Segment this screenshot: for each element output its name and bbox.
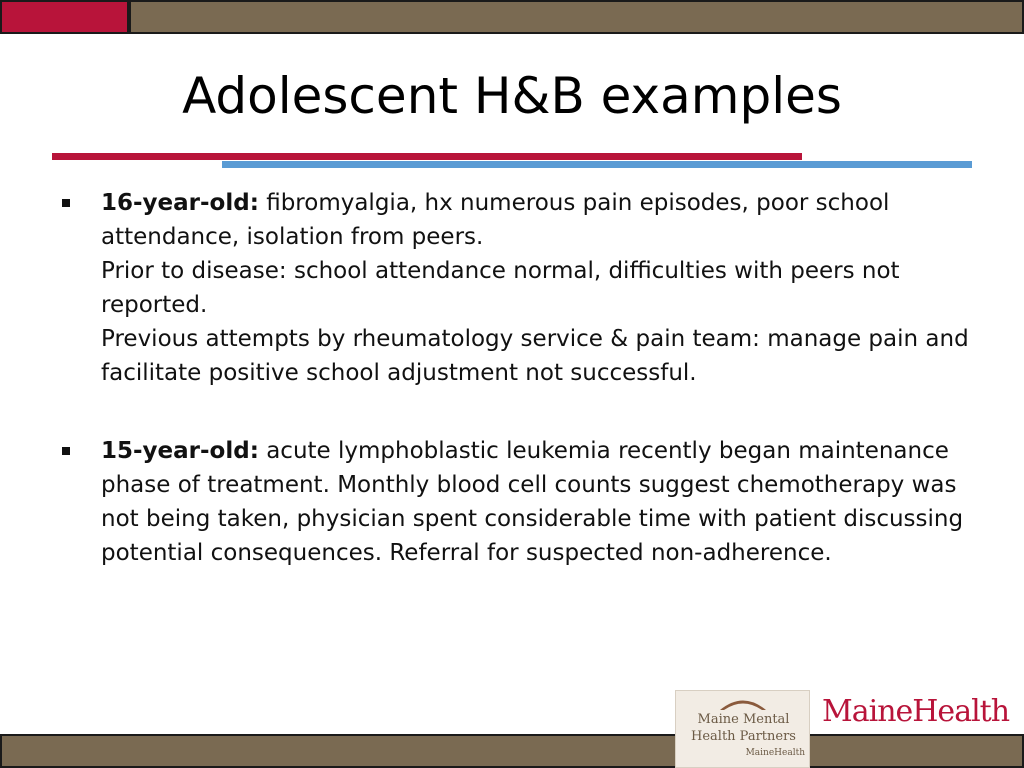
bullet-label: 15-year-old: <box>101 438 259 464</box>
top-red-block <box>2 2 127 32</box>
bullet-line <box>101 434 970 570</box>
roof-icon <box>718 695 768 711</box>
bullet-label: 16-year-old: <box>101 190 259 216</box>
bullet-item-16-year-old <box>60 186 970 390</box>
top-brown-bar <box>131 2 1022 32</box>
bullet-text: acute lymphoblastic leukemia recently began maintenance phase of treatment. Monthly blood cell counts suggest chemotherapy was not being taken, physician spent considerable time with patient discussing potential consequences. Referral for suspected non-adherence. <box>101 438 964 566</box>
maine-mental-health-partners-logo <box>675 690 810 768</box>
logo-text-line3: MaineHealth <box>745 748 805 758</box>
bullet-list <box>60 186 970 570</box>
square-bullet-icon <box>62 447 70 455</box>
title-underline-red <box>52 153 802 160</box>
bottom-brown-bar <box>2 736 1022 766</box>
bullet-line: Previous attempts by rheumatology service & pain team: manage pain and facilitate positive school adjustment not successful. <box>101 326 969 386</box>
slide-title: Adolescent H&B examples <box>182 67 842 125</box>
bullet-item-15-year-old <box>60 434 970 570</box>
bullet-text: fibromyalgia, hx numerous pain episodes, poor school attendance, isolation from peers. <box>101 190 890 250</box>
logo-text-line1: Maine Mental <box>697 712 790 727</box>
square-bullet-icon <box>62 199 70 207</box>
bullet-line: Prior to disease: school attendance normal, difficulties with peers not reported. <box>101 258 900 318</box>
title-underline-blue <box>222 161 972 168</box>
bullet-line <box>101 186 970 254</box>
logo-text-line2: Health Partners <box>691 729 796 744</box>
mainehealth-logo: MaineHealth <box>822 694 1010 729</box>
